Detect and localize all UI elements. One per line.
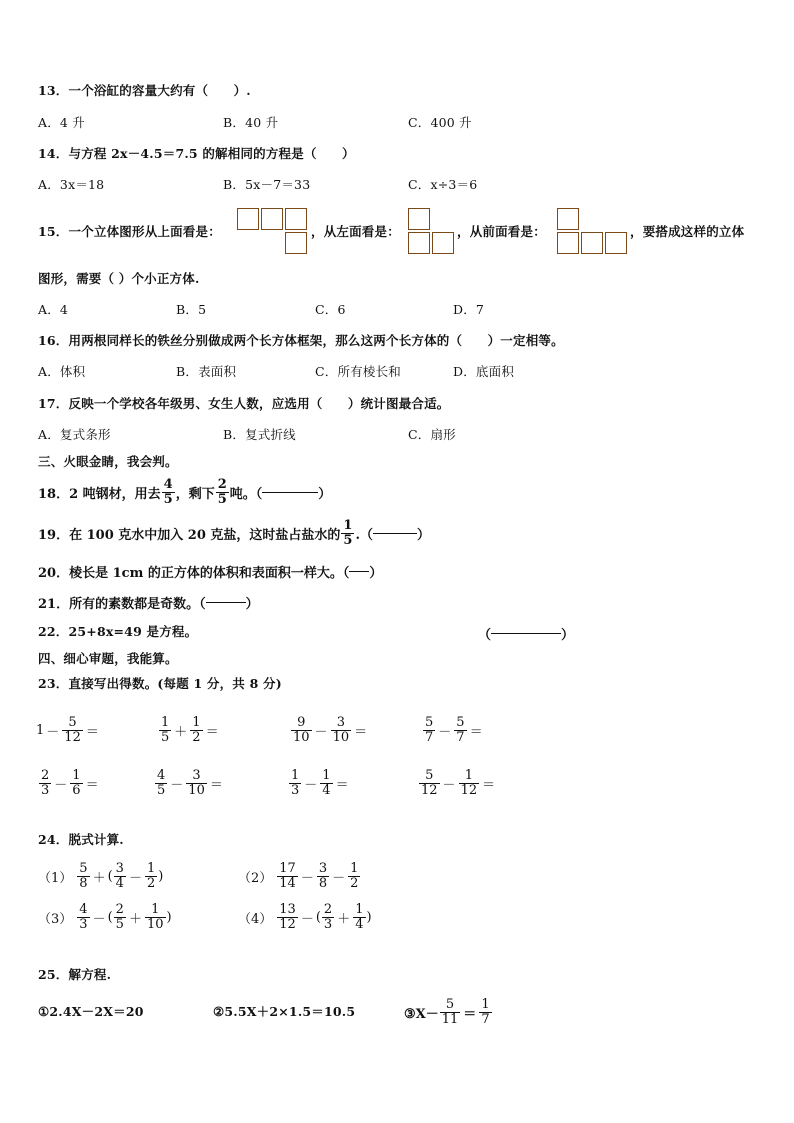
q17-option-c[interactable]: C．扇形 [408, 427, 456, 442]
fraction-1-5: $\frac{1}{5}$ [343, 517, 353, 548]
q14-option-a[interactable]: A．3x＝18 [38, 177, 105, 192]
q13-option-a[interactable]: A．4 升 [38, 115, 85, 130]
expr-3: $\frac{9}{10}$ － $\frac{3}{10}$ ＝ [293, 714, 368, 745]
q19-text-2: .（ [355, 527, 373, 543]
q18-text-2: ，剩下 [175, 486, 215, 502]
q18 [38, 474, 331, 510]
q19 [38, 514, 430, 552]
q18-text-4: ） [318, 486, 332, 502]
expr-2: $\frac{1}{5}$ ＋ $\frac{1}{2}$ ＝ [161, 714, 219, 745]
expr-4: $\frac{5}{7}$ － $\frac{5}{7}$ ＝ [425, 714, 483, 745]
q22-answer [478, 624, 574, 643]
q19-text-1: 19．在 100 克水中加入 20 克盐，这时盐占盐水的 [38, 527, 341, 543]
calc-4: （4） $\frac{13}{12}$ － ( $\frac{2}{3}$ ＋ $\frac{1}{4}$ ) [238, 901, 372, 932]
q15-option-b[interactable]: B．5 [176, 302, 207, 317]
answer-blank-21[interactable] [206, 602, 246, 603]
q22-text-3: ） [561, 628, 575, 643]
q16-option-c[interactable]: C．所有棱长和 [315, 364, 401, 379]
q17-option-b[interactable]: B．复式折线 [223, 427, 296, 442]
q18-text-1: 18．2 吨钢材，用去 [38, 486, 161, 502]
answer-blank-20[interactable] [349, 571, 369, 572]
q14-option-c[interactable]: C．x÷3＝6 [408, 177, 478, 192]
q19-text-3: ） [417, 527, 431, 543]
q20-text-1: 20．棱长是 1cm 的正方体的体积和表面积一样大。（ [38, 566, 350, 581]
q21-text-1: 21．所有的素数都是奇数。（ [38, 597, 206, 612]
q22-text-2: （ [478, 628, 492, 643]
q25-stem: 25．解方程. [38, 967, 112, 982]
q13-option-b[interactable]: B．40 升 [223, 115, 279, 130]
q14-option-b[interactable]: B．5x－7＝33 [223, 177, 311, 192]
q13-option-c[interactable]: C．400 升 [408, 115, 472, 130]
fraction-2-5: $\frac{2}{5}$ [217, 476, 227, 507]
q15-stem-part1: 15．一个立体图形从上面看是： [38, 224, 221, 239]
q15-option-d[interactable]: D．7 [453, 302, 485, 317]
answer-blank-18[interactable] [262, 492, 318, 493]
calc-3: （3） $\frac{4}{3}$ － ( $\frac{2}{5}$ ＋ $\frac{1}{10}$ ) [38, 901, 172, 932]
q15-stem-part3: ，从前面看是： [457, 224, 546, 239]
q17-option-a[interactable]: A．复式条形 [38, 427, 111, 442]
section-4-title: 四、细心审题，我能算。 [38, 651, 178, 666]
expr-5: $\frac{2}{3}$ － $\frac{1}{6}$ ＝ [41, 767, 99, 798]
calc-2: （2） $\frac{17}{14}$ － $\frac{3}{8}$ － $\frac{1}{2}$ [238, 860, 359, 891]
equation-2: ②5.5X＋2×1.5＝10.5 [213, 1004, 356, 1019]
q16-option-d[interactable]: D．底面积 [453, 364, 515, 379]
section-3-title: 三、火眼金睛，我会判。 [38, 454, 178, 469]
equation-1: ①2.4X－2X＝20 [38, 1004, 144, 1019]
q15-option-c[interactable]: C．6 [315, 302, 346, 317]
q15-option-a[interactable]: A．4 [38, 302, 69, 317]
q15-stem-part2: ，从左面看是： [311, 224, 400, 239]
calc-1: （1） $\frac{5}{8}$ ＋ ( $\frac{3}{4}$ － $\frac{1}{2}$ ) [38, 860, 164, 891]
q20 [38, 562, 382, 581]
q14-stem: 14．与方程 2x－4.5＝7.5 的解相同的方程是（ ） [38, 146, 355, 161]
q13-stem: 13．一个浴缸的容量大约有（ ）. [38, 83, 251, 98]
q24-stem: 24．脱式计算. [38, 832, 124, 847]
q22-stem: 22．25+8x=49 是方程。 [38, 624, 198, 639]
q23-stem: 23．直接写出得数。(每题 1 分，共 8 分) [38, 676, 282, 691]
equation-3: ③X－ $\frac{5}{11}$ ＝ $\frac{1}{7}$ [404, 996, 490, 1027]
expr-8: $\frac{5}{12}$ － $\frac{1}{12}$ ＝ [421, 767, 496, 798]
expr-1: 1 － $\frac{5}{12}$ ＝ [36, 714, 99, 745]
q16-option-a[interactable]: A．体积 [38, 364, 86, 379]
q21-text-2: ） [245, 597, 259, 612]
expr-6: $\frac{4}{5}$ － $\frac{3}{10}$ ＝ [157, 767, 223, 798]
answer-blank-19[interactable] [373, 533, 417, 534]
q16-stem: 16．用两根同样长的铁丝分别做成两个长方体框架，那么这两个长方体的（ ）一定相等。 [38, 333, 564, 348]
q21 [38, 593, 259, 612]
expr-7: $\frac{1}{3}$ － $\frac{1}{4}$ ＝ [291, 767, 349, 798]
q20-text-2: ） [369, 566, 383, 581]
q15-stem-part4: ，要搭成这样的立体 [630, 224, 745, 239]
q15-stem-line2: 图形，需要（ ）个小正方体. [38, 271, 200, 286]
q18-text-3: 吨。（ [229, 486, 263, 502]
answer-blank-22[interactable] [491, 633, 561, 634]
q17-stem: 17．反映一个学校各年级男、女生人数，应选用（ ）统计图最合适。 [38, 396, 450, 411]
fraction-4-5: $\frac{4}{5}$ [163, 476, 173, 507]
q16-option-b[interactable]: B．表面积 [176, 364, 237, 379]
